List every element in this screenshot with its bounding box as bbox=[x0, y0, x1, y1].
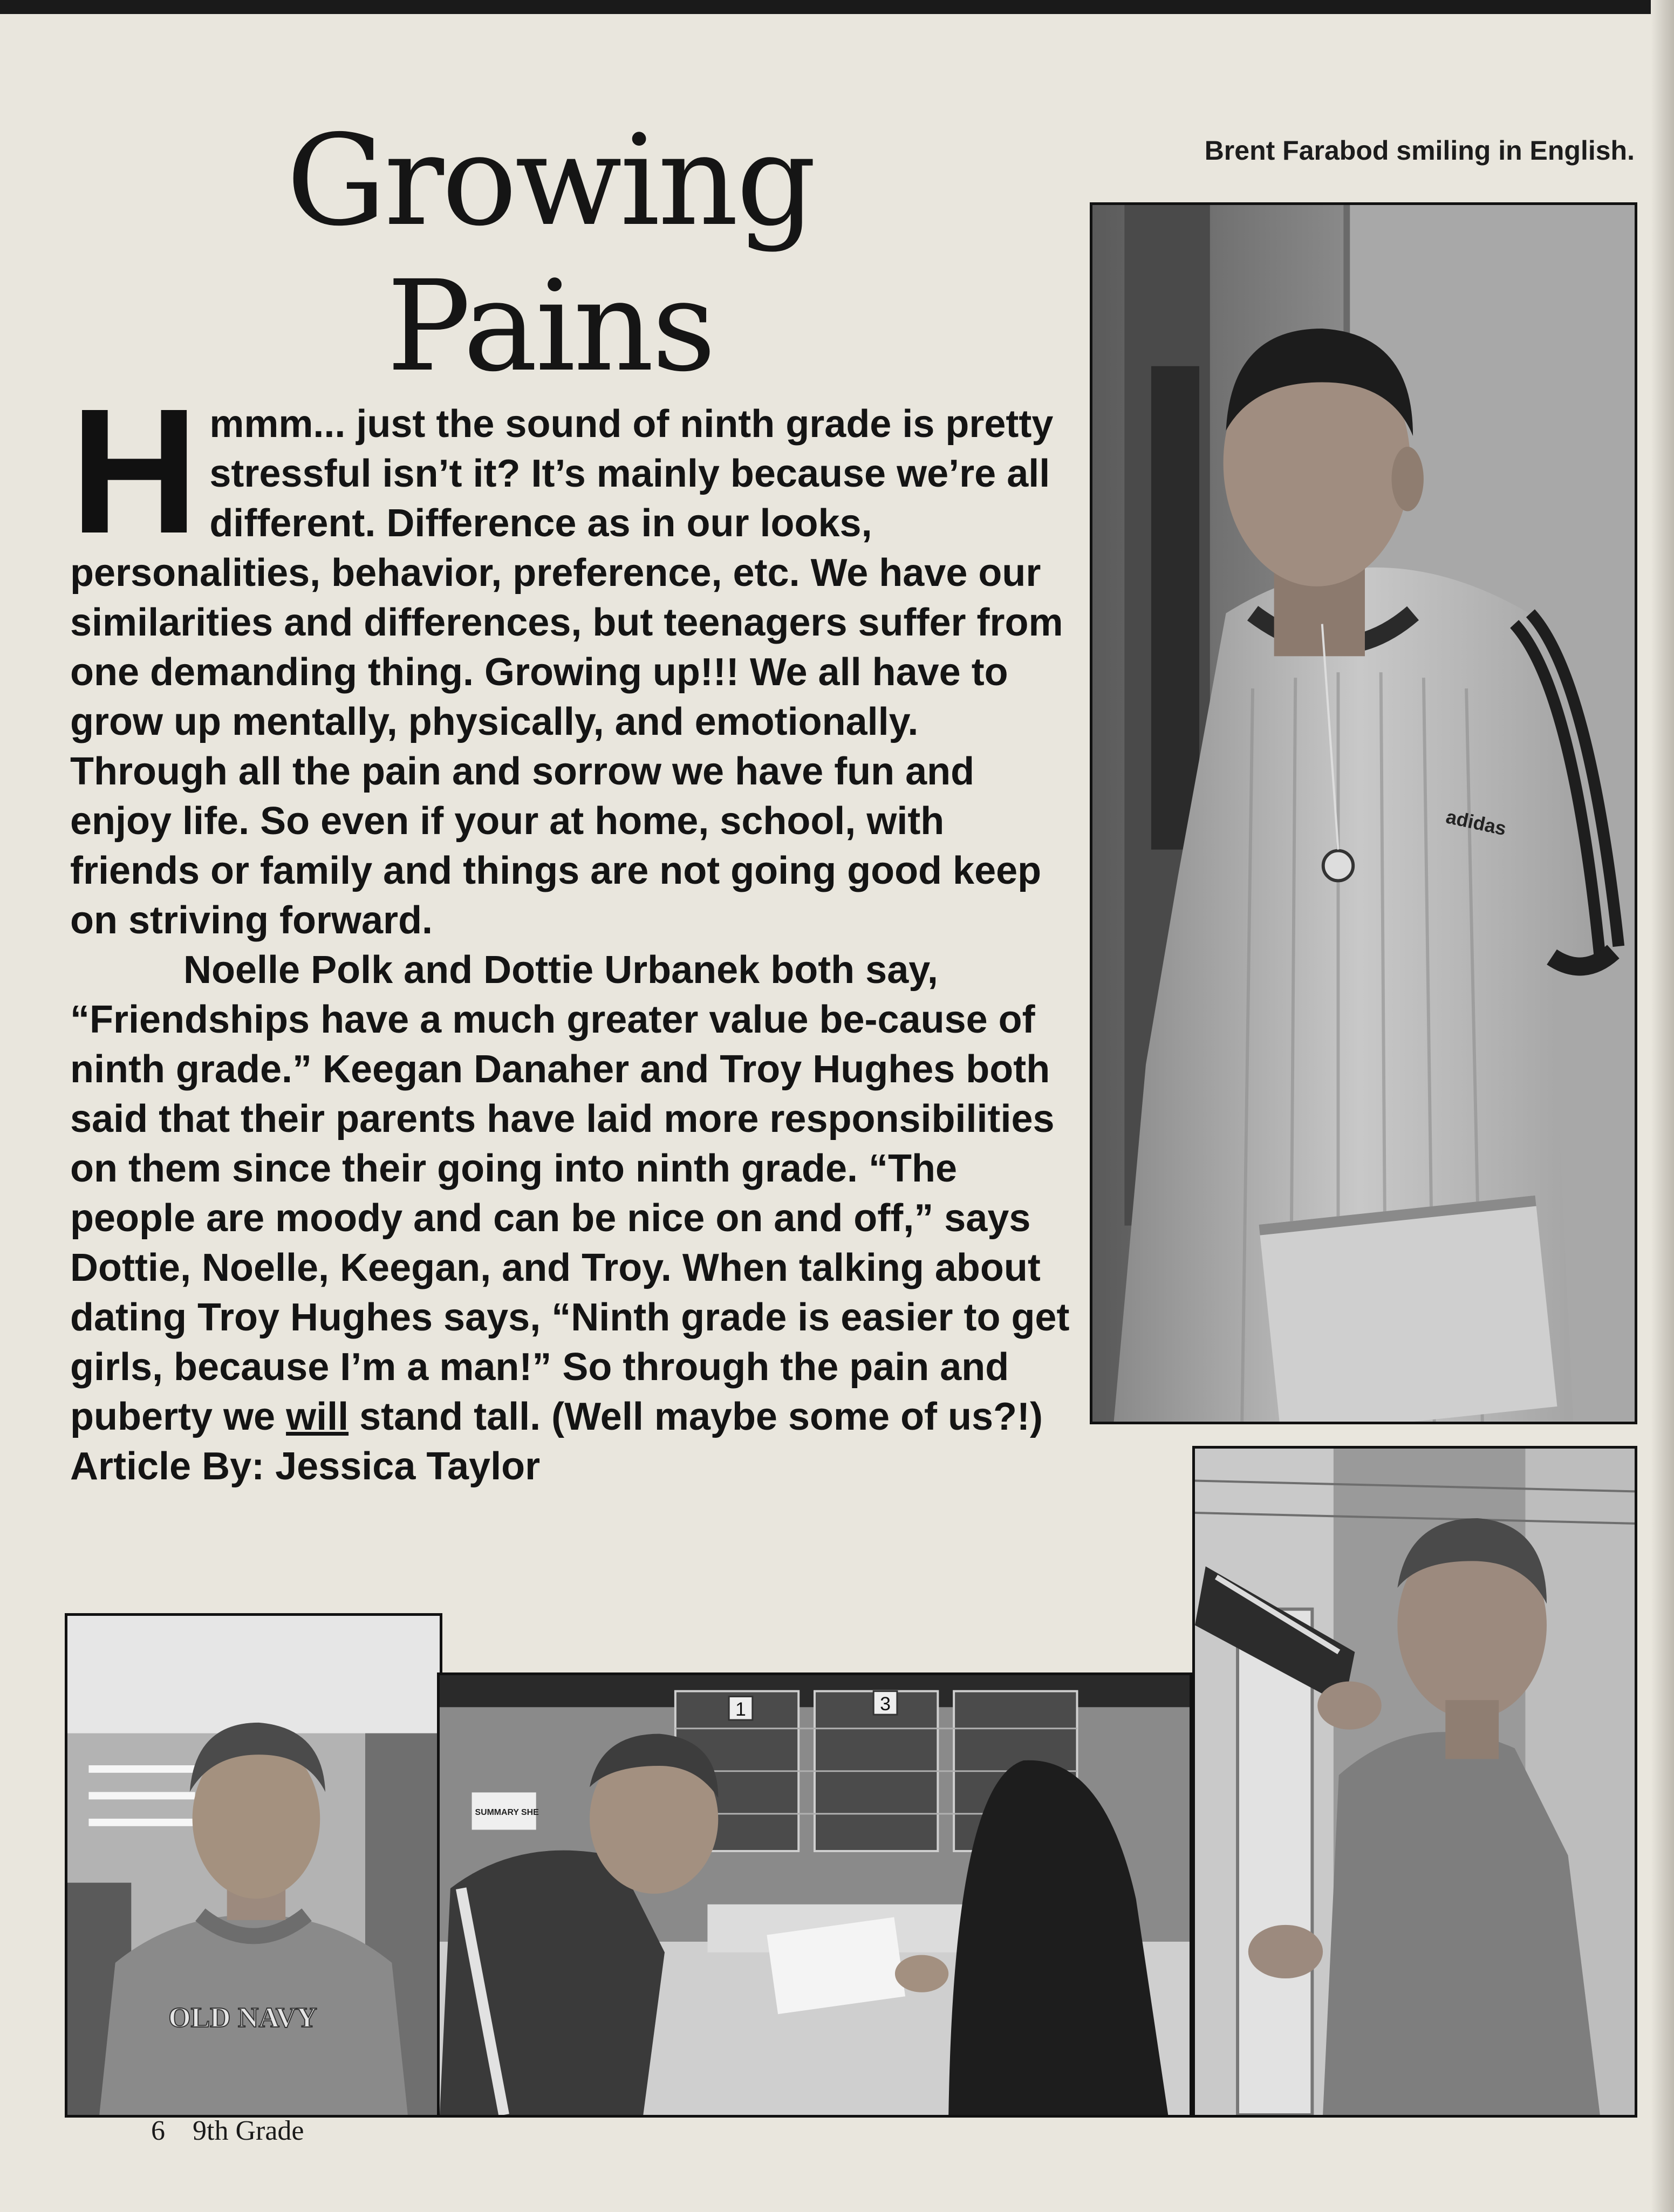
page-number: 6 bbox=[151, 2115, 165, 2146]
drop-cap: H bbox=[70, 371, 199, 570]
top-edge bbox=[0, 0, 1674, 14]
section-name: 9th Grade bbox=[193, 2115, 304, 2146]
box-label-3: 3 bbox=[880, 1693, 891, 1715]
box-label-1: 1 bbox=[735, 1698, 746, 1721]
article-paragraph-2 bbox=[70, 945, 1084, 1491]
old-navy-logo-text: OLD NAVY bbox=[168, 2001, 317, 2033]
title-line-2: Pains bbox=[386, 254, 714, 399]
summary-sheet-label: SUMMARY SHE bbox=[475, 1807, 539, 1817]
photo-brent-farabod bbox=[1090, 202, 1637, 1424]
photo-caption: Brent Farabod smiling in English. bbox=[1204, 135, 1635, 166]
article-body bbox=[70, 371, 1084, 1491]
photo-old-navy-student bbox=[65, 1613, 442, 2118]
photo-boy-reading bbox=[1192, 1446, 1637, 2118]
binding-shadow bbox=[1651, 0, 1674, 2212]
paragraph-1-text: mmm... just the sound of ninth grade is pretty stressful isn’t it? It’s mainly because we’re all different. Difference as in our looks, personalities, behavior, preference, etc. We have our similarities and differences, but teenagers suffer from one demanding thing. Growing up!!! We all have to grow up mentally, physically, and emotionally. Through all the pain and sorrow we have fun and enjoy life. So even if your at home, school, with friends or family and things are not going good keep on striving forward. bbox=[70, 402, 1063, 942]
paragraph-2-text-b: stand tall. (Well maybe some of us?!) Article By: Jessica Taylor bbox=[70, 1395, 1043, 1488]
photo-students-studying bbox=[437, 1672, 1192, 2118]
page-title bbox=[227, 108, 874, 399]
underlined-word: will bbox=[286, 1395, 349, 1438]
adidas-logo-text: adidas bbox=[1444, 805, 1508, 840]
article-paragraph-1 bbox=[70, 371, 1084, 945]
title-line-1: Growing bbox=[286, 108, 815, 254]
page-footer bbox=[151, 2115, 304, 2147]
paragraph-2-text-a: Noelle Polk and Dottie Urbanek both say, “Friendships have a much greater value be-cause of ninth grade.” Keegan Danaher and Troy Hughes both said that their parents have laid more responsibilities on them since their going into ninth grade. “The people are moody and can be nice on and off,” says Dottie, Noelle, Keegan, and Troy. When talking about dating Troy Hughes says, “Ninth grade is easier to get girls, because I’m a man!” So through the pain and puberty we bbox=[70, 948, 1070, 1438]
